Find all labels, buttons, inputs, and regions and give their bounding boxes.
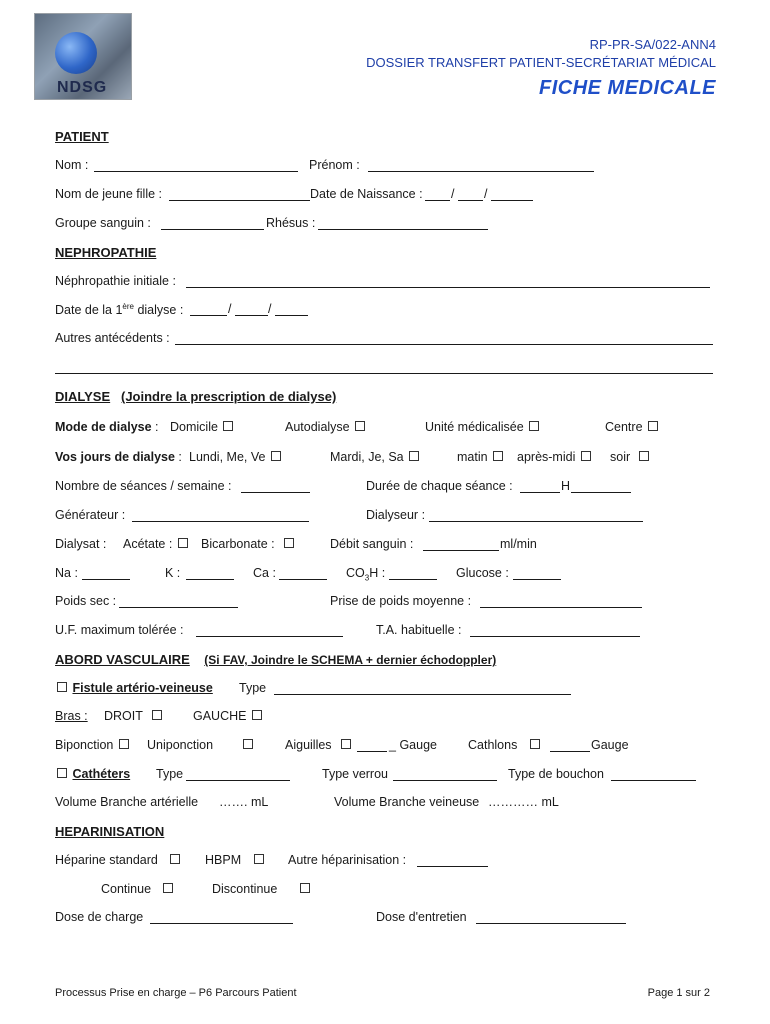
field-dob-day[interactable] (425, 200, 450, 201)
label-duree-seance: Durée de chaque séance : (366, 479, 513, 493)
label-type-catheter: Type (156, 767, 184, 781)
checkbox-heparine-standard[interactable] (170, 854, 180, 864)
field-nom[interactable] (94, 171, 298, 172)
field-type-fistule[interactable] (274, 694, 571, 695)
document-reference: RP-PR-SA/022-ANN4 (589, 37, 716, 52)
option-hbpm[interactable]: HBPM (205, 853, 266, 867)
field-glucose[interactable] (513, 579, 561, 580)
field-ca[interactable] (279, 579, 327, 580)
label-k: K : (165, 566, 181, 580)
field-ta-habituelle[interactable] (470, 636, 640, 637)
option-matin[interactable]: matin (457, 450, 505, 464)
label-uf-max: U.F. maximum tolérée : (55, 623, 184, 637)
label-nephropathie-initiale: Néphropathie initiale : (55, 274, 176, 288)
option-apres-midi[interactable]: après-midi (517, 450, 593, 464)
label-gauge-aiguilles: _ Gauge (389, 738, 437, 752)
option-acetate[interactable]: Acétate : (123, 537, 190, 551)
label-nom: Nom : (55, 158, 89, 172)
checkbox-acetate[interactable] (178, 538, 188, 548)
option-unite-medicalisee[interactable]: Unité médicalisée (425, 420, 541, 434)
label-poids-sec: Poids sec : (55, 594, 117, 608)
label-date-premiere-dialyse: Date de la 1ère dialyse : (55, 302, 184, 318)
field-nephropathie-initiale[interactable] (186, 287, 710, 288)
field-autres-antecedents[interactable] (175, 344, 713, 345)
option-continue[interactable]: Continue (101, 882, 175, 896)
field-first-dialysis-day[interactable] (190, 315, 227, 316)
label-autres-antecedents: Autres antécédents : (55, 331, 170, 345)
checkbox-gauche[interactable] (252, 710, 262, 720)
field-dialyseur[interactable] (429, 521, 643, 522)
option-biponction[interactable]: Biponction (55, 738, 131, 752)
label-bras: Bras : (55, 709, 88, 723)
checkbox-droit[interactable] (152, 710, 162, 720)
field-nom-jeune-fille[interactable] (169, 200, 310, 201)
label-dialyseur: Dialyseur : (366, 508, 426, 522)
unit-ml-min: ml/min (500, 537, 537, 551)
label-rhesus: Rhésus : (266, 216, 316, 230)
checkbox-soir[interactable] (639, 451, 649, 461)
field-first-dialysis-month[interactable] (235, 315, 268, 316)
label-nom-jeune-fille: Nom de jeune fille : (55, 187, 163, 201)
field-volume-arteriel[interactable]: ……. mL (219, 795, 269, 809)
label-dialysat: Dialysat : (55, 537, 107, 551)
field-k[interactable] (186, 579, 234, 580)
field-duree-seance[interactable] (520, 492, 560, 493)
document-title: FICHE MEDICALE (539, 77, 716, 99)
ndsg-logo (34, 13, 132, 100)
field-aiguilles-gauge[interactable] (357, 751, 387, 752)
globe-icon (55, 32, 97, 74)
checkbox-bicarbonate[interactable] (284, 538, 294, 548)
checkbox-mardi-je-sa[interactable] (409, 451, 419, 461)
option-mardi-je-sa[interactable]: Mardi, Je, Sa (330, 450, 421, 464)
field-volume-veineux[interactable]: ………… mL (488, 795, 559, 809)
field-cathlons-gauge[interactable] (550, 751, 590, 752)
checkbox-uniponction[interactable] (243, 739, 253, 749)
field-autres-antecedents-line2[interactable] (55, 373, 713, 374)
option-heparine-standard[interactable]: Héparine standard (55, 853, 182, 867)
field-co3h[interactable] (389, 579, 437, 580)
field-poids-sec[interactable] (119, 607, 238, 608)
field-uf-max[interactable] (196, 636, 343, 637)
field-duree-minutes[interactable] (571, 492, 631, 493)
option-lundi-me-ve[interactable]: Lundi, Me, Ve (189, 450, 283, 464)
checkbox-autodialyse[interactable] (355, 421, 365, 431)
field-type-catheter[interactable] (186, 780, 290, 781)
checkbox-cathlons[interactable] (530, 739, 540, 749)
field-generateur[interactable] (132, 521, 309, 522)
checkbox-continue[interactable] (163, 883, 173, 893)
label-glucose: Glucose : (456, 566, 509, 580)
checkbox-biponction[interactable] (119, 739, 129, 749)
option-fistule[interactable]: Fistule artério-veineuse (55, 681, 213, 695)
checkbox-discontinue[interactable] (300, 883, 310, 893)
field-prenom[interactable] (368, 171, 594, 172)
label-prenom: Prénom : (309, 158, 360, 172)
unit-h: H (561, 479, 571, 493)
option-autodialyse[interactable]: Autodialyse (285, 420, 367, 434)
option-cathlons[interactable]: Cathlons (468, 738, 542, 752)
option-domicile[interactable]: Domicile (170, 420, 235, 434)
field-debit-sanguin[interactable] (423, 550, 499, 551)
label-autre-heparinisation: Autre héparinisation : (288, 853, 407, 867)
checkbox-domicile[interactable] (223, 421, 233, 431)
field-type-verrou[interactable] (393, 780, 497, 781)
logo-text: NDSG (57, 79, 108, 96)
label-ca: Ca : (253, 566, 276, 580)
checkbox-centre[interactable] (648, 421, 658, 431)
label-dose-entretien: Dose d'entretien (376, 910, 467, 924)
label-dose-charge: Dose de charge (55, 910, 144, 924)
field-first-dialysis-year[interactable] (275, 315, 308, 316)
label-type-verrou: Type verrou (322, 767, 389, 781)
field-na[interactable] (82, 579, 130, 580)
checkbox-matin[interactable] (493, 451, 503, 461)
option-bicarbonate[interactable]: Bicarbonate : (201, 537, 296, 551)
footer-page-number: Page 1 sur 2 (647, 987, 710, 999)
label-date-naissance: Date de Naissance : (310, 187, 423, 201)
label-nb-seances: Nombre de séances / semaine : (55, 479, 232, 493)
field-autre-heparinisation[interactable] (417, 866, 488, 867)
option-uniponction[interactable]: Uniponction (147, 738, 255, 752)
option-catheters[interactable]: Cathéters (55, 767, 130, 781)
label-ta-habituelle: T.A. habituelle : (376, 623, 462, 637)
field-rhesus[interactable] (318, 229, 488, 230)
field-dob-month[interactable] (458, 200, 483, 201)
section-nephropathie: NEPHROPATHIE (55, 245, 157, 260)
label-type-fistule: Type (239, 681, 267, 695)
footer-process: Processus Prise en charge – P6 Parcours Patient (55, 987, 297, 999)
section-abord-vasculaire: ABORD VASCULAIRE (Si FAV, Joindre le SCHEMA + dernier échodoppler) (55, 652, 497, 667)
field-groupe-sanguin[interactable] (161, 229, 264, 230)
option-droit[interactable]: DROIT (104, 709, 164, 723)
field-prise-poids[interactable] (480, 607, 642, 608)
checkbox-aiguilles[interactable] (341, 739, 351, 749)
option-soir[interactable]: soir (610, 450, 651, 464)
section-heparinisation: HEPARINISATION (55, 824, 165, 839)
field-type-bouchon[interactable] (611, 780, 696, 781)
option-discontinue[interactable]: Discontinue (212, 882, 312, 896)
option-centre[interactable]: Centre (605, 420, 660, 434)
field-dob-year[interactable] (491, 200, 533, 201)
checkbox-apres-midi[interactable] (581, 451, 591, 461)
field-dose-charge[interactable] (150, 923, 293, 924)
label-co3h: $CO_3H$ : (346, 566, 386, 583)
option-aiguilles[interactable]: Aiguilles (285, 738, 353, 752)
label-gauge-cathlons: Gauge (591, 738, 629, 752)
label-debit-sanguin: Débit sanguin : (330, 537, 414, 551)
label-na: Na : (55, 566, 78, 580)
label-volume-arteriel: Volume Branche artérielle (55, 795, 199, 809)
section-dialyse: DIALYSE (Joindre la prescription de dialyse) (55, 389, 337, 404)
label-volume-veineux: Volume Branche veineuse (334, 795, 480, 809)
checkbox-catheters[interactable] (57, 768, 67, 778)
section-patient: PATIENT (55, 129, 109, 144)
checkbox-unite-medicalisee[interactable] (529, 421, 539, 431)
field-dose-entretien[interactable] (476, 923, 626, 924)
label-prise-poids: Prise de poids moyenne : (330, 594, 472, 608)
checkbox-lundi-me-ve[interactable] (271, 451, 281, 461)
label-jours-dialyse: Vos jours de dialyse : (55, 450, 182, 464)
checkbox-hbpm[interactable] (254, 854, 264, 864)
label-groupe-sanguin: Groupe sanguin : (55, 216, 151, 230)
field-nb-seances[interactable] (241, 492, 310, 493)
label-generateur: Générateur : (55, 508, 126, 522)
checkbox-fistule[interactable] (57, 682, 67, 692)
document-subtitle: DOSSIER TRANSFERT PATIENT-SECRÉTARIAT MÉDICAL (366, 55, 716, 70)
label-mode-dialyse: Mode de dialyse : (55, 420, 159, 434)
label-type-bouchon: Type de bouchon (508, 767, 604, 781)
option-gauche[interactable]: GAUCHE (193, 709, 264, 723)
